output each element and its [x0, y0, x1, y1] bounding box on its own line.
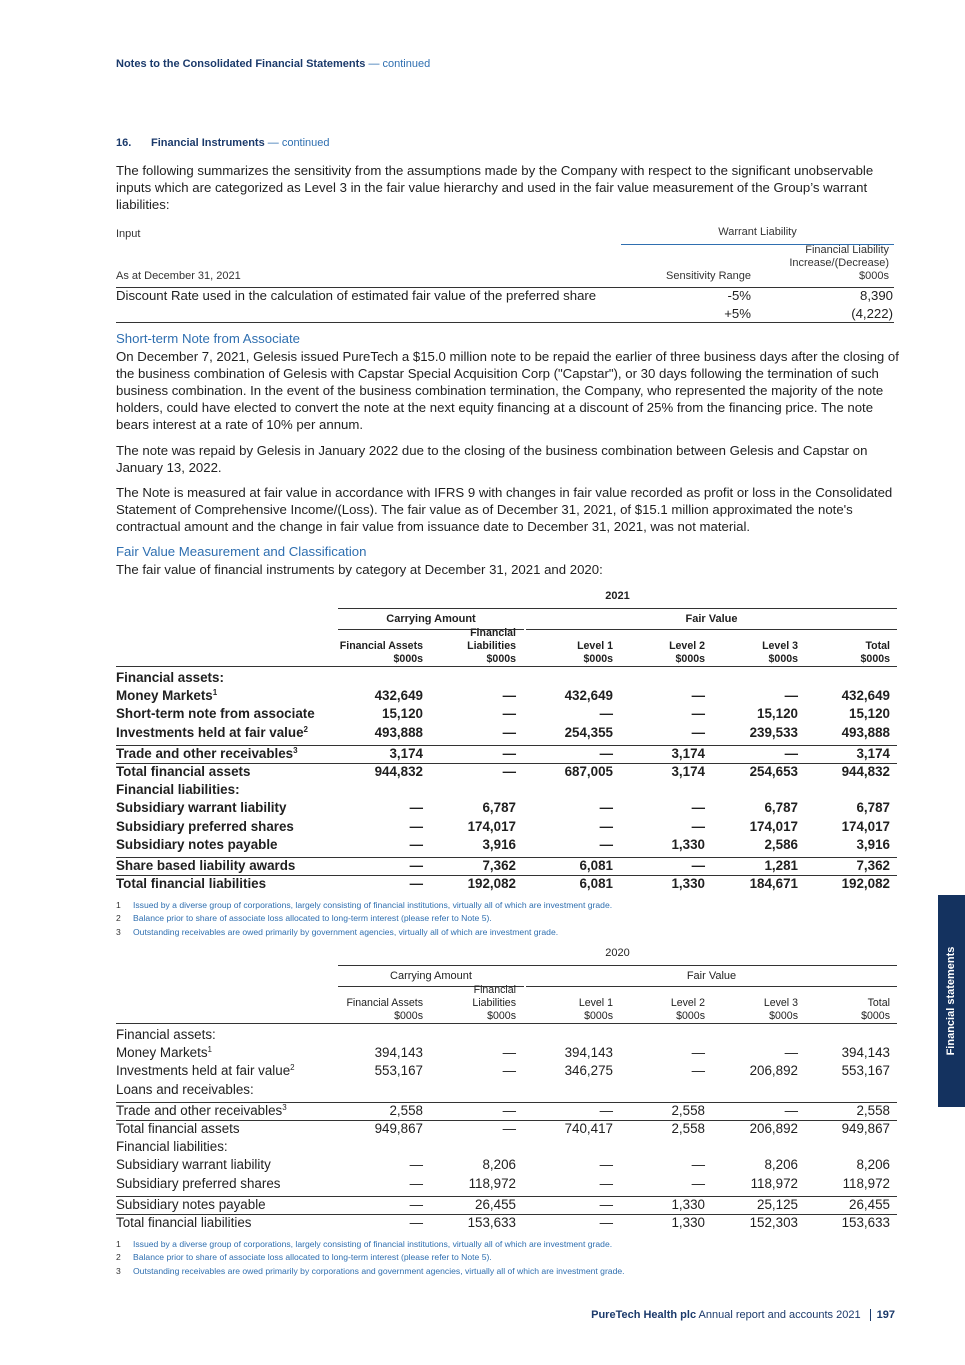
table-cell: 7,362 [856, 858, 890, 873]
table-cell: — [502, 745, 516, 761]
table-cell: 8,206 [764, 1157, 798, 1173]
col-unit: $000s [676, 1010, 705, 1022]
table-cell: — [599, 1196, 613, 1212]
row-label: Total financial assets [116, 1121, 240, 1136]
table-cell: 153,633 [841, 1215, 890, 1230]
col-label: Level 2 [670, 997, 705, 1009]
table-cell: — [599, 800, 613, 816]
col-level-1 [526, 997, 613, 1023]
table-cell: — [599, 1175, 613, 1191]
footnote-2020-3 [116, 1266, 625, 1276]
footnote-number: 2 [116, 913, 121, 923]
row-label [116, 1063, 295, 1078]
row-label: Financial liabilities: [116, 1139, 228, 1155]
section-number: 16. [116, 137, 132, 149]
table-row [116, 1027, 897, 1045]
col-label: Level 3 [763, 997, 798, 1009]
table-cell: 740,417 [564, 1121, 613, 1136]
table-cell: — [599, 745, 613, 761]
table-cell: 206,892 [749, 1121, 798, 1136]
table-cell: 3,916 [856, 836, 890, 852]
table-row [116, 688, 897, 706]
col-label: Financial [470, 627, 516, 639]
table-cell: — [502, 1121, 516, 1136]
row-label-text: Trade and other receivables [116, 1102, 283, 1118]
table-row [116, 1063, 897, 1081]
col-unit: $000s [675, 653, 705, 665]
footer-company: PureTech Health plc [591, 1309, 697, 1321]
table-cell: 6,081 [579, 858, 613, 873]
table-cell: — [691, 706, 705, 722]
table-cell: 949,867 [841, 1121, 890, 1136]
row-label [116, 746, 298, 761]
fair-value-rule [526, 986, 897, 987]
footnote-ref: 2 [290, 1063, 295, 1073]
row-label-text: Money Markets [116, 688, 213, 704]
row-label [116, 1045, 212, 1060]
footnote-ref: 1 [207, 1045, 212, 1055]
col-unit: $000s [583, 653, 613, 665]
footnote-2021-2 [116, 913, 492, 923]
table-cell: 944,832 [841, 764, 890, 779]
table-cell: 206,892 [749, 1063, 798, 1079]
footer-report: Annual report and accounts 2021 [698, 1309, 861, 1321]
table-cell: 15,120 [757, 706, 798, 722]
footnote-2021-1 [116, 900, 612, 910]
col-financial-liabilities [426, 984, 516, 1023]
table-cell: — [784, 745, 798, 761]
sens-input-label: Input [116, 228, 141, 240]
note-paragraph-1: On December 7, 2021, Gelesis issued PureTech a $15.0 million note to be repaid the earlier of three business days after the closing of the business combination of Gelesis with Capstar Special Acquisition Corp ("Capstar"), or 30 days following the termination of such business combination. In the event of the business combination termination, the Company, who represented the majority of the note holders, could have elected to convert the note at the next equity financing at a discount of 25% from the financing price. The note bears interest at a rate of 10% per annum. [116, 349, 899, 432]
carrying-amount-header: Carrying Amount [386, 613, 476, 625]
table-row [116, 1139, 897, 1157]
row-label: Financial assets: [116, 670, 224, 685]
table-cell: 174,017 [749, 818, 798, 834]
sens-liability-header [756, 244, 889, 283]
row-label: Total financial liabilities [116, 876, 267, 892]
side-tab-label: Financial statements [945, 946, 957, 1056]
table-cell: 949,867 [374, 1121, 423, 1136]
table-row [116, 1176, 897, 1194]
sens-fl-line1: Financial Liability [805, 244, 889, 256]
table-cell: — [502, 706, 516, 722]
footnote-2020-1 [116, 1239, 612, 1249]
table-cell: 192,082 [467, 876, 516, 892]
sens-range: -5% [727, 288, 751, 303]
table-cell: 493,888 [841, 724, 890, 740]
section-side-tab[interactable] [938, 895, 965, 1107]
row-label: Subsidiary notes payable [116, 1196, 266, 1212]
footnote-number: 3 [116, 1266, 121, 1276]
table-cell: — [691, 1175, 705, 1191]
table-year: 2020 [605, 947, 630, 959]
header-rule [116, 1023, 897, 1024]
col-financial-assets [316, 997, 423, 1023]
fv-intro: The fair value of financial instruments by category at December 31, 2021 and 2020: [116, 562, 603, 577]
year-rule [338, 608, 897, 609]
sens-row-label: Discount Rate used in the calculation of estimated fair value of the preferred share [116, 288, 597, 303]
table-row [116, 1103, 897, 1121]
row-label-text: Trade and other receivables [116, 745, 294, 761]
col-unit: $000s [487, 1010, 516, 1022]
footnote-ref: 3 [293, 745, 298, 755]
row-label: Subsidiary preferred shares [116, 1175, 281, 1191]
footnote-2021-3 [116, 927, 558, 937]
sens-fl-line3: $000s [859, 270, 889, 282]
footnote-text: Issued by a diverse group of corporations, largely consisting of financial institutions, virtually all of which are investment grade. [133, 900, 613, 910]
table-cell: 6,787 [482, 800, 516, 816]
section-heading [116, 137, 330, 149]
table-cell: 26,455 [849, 1196, 890, 1212]
table-row [116, 746, 897, 764]
table-row [116, 1045, 897, 1063]
table-cell: 687,005 [564, 764, 613, 779]
footnote-text: Balance prior to share of associate loss allocated to long-term interest (please refer to Note 5). [133, 913, 492, 923]
table-cell: 3,916 [482, 836, 516, 852]
table-cell: — [599, 1215, 613, 1230]
table-cell: 15,120 [382, 706, 423, 722]
page-footer [591, 1309, 895, 1321]
sens-range-header: Sensitivity Range [666, 270, 751, 282]
table-cell: 1,330 [671, 876, 705, 892]
table-cell: 239,533 [749, 724, 798, 740]
table-cell: — [691, 800, 705, 816]
row-label [116, 1103, 287, 1118]
table-cell: 254,653 [749, 764, 798, 779]
header-title: Notes to the Consolidated Financial Statements [116, 58, 366, 70]
footnote-text: Issued by a diverse group of corporations, largely consisting of financial institutions, virtually all of which are investment grade. [133, 1239, 613, 1249]
table-cell: 6,787 [856, 800, 890, 816]
col-financial-assets [316, 640, 423, 666]
table-row [116, 858, 897, 876]
table-row [116, 782, 897, 800]
note-heading: Short-term Note from Associate [116, 331, 300, 346]
table-row [116, 1215, 897, 1233]
table-cell: 118,972 [750, 1175, 798, 1191]
table-cell: — [502, 1102, 516, 1118]
table-cell: — [599, 706, 613, 722]
table-year: 2021 [605, 590, 630, 602]
col-level-2 [616, 997, 705, 1023]
table-cell: 3,174 [856, 745, 890, 761]
year-rule [338, 965, 897, 966]
table-cell: 432,649 [564, 688, 613, 704]
table-cell: 8,206 [482, 1157, 516, 1173]
col-unit: $000s [393, 653, 423, 665]
row-label [116, 725, 308, 740]
table-cell: — [784, 1045, 798, 1061]
fair-value-header: Fair Value [685, 613, 738, 625]
header-continued: — continued [368, 58, 431, 70]
row-label: Share based liability awards [116, 858, 296, 873]
table-cell: 2,558 [671, 1102, 705, 1118]
table-cell: 432,649 [841, 688, 890, 704]
row-label: Financial liabilities: [116, 782, 240, 798]
sens-value: (4,222) [851, 306, 893, 321]
col-label: Financial Assets [339, 640, 423, 652]
row-label: Subsidiary warrant liability [116, 1157, 271, 1173]
table-row [116, 1197, 897, 1215]
section-continued: — continued [267, 137, 330, 149]
row-label: Subsidiary warrant liability [116, 800, 287, 816]
col-label: Level 3 [762, 640, 798, 652]
col-unit: $000s [860, 653, 890, 665]
table-cell: 174,017 [841, 818, 890, 834]
table-cell: 174,017 [467, 818, 516, 834]
table-row [116, 819, 897, 837]
table-cell: — [409, 858, 423, 873]
table-cell: — [502, 1063, 516, 1079]
table-cell: — [502, 724, 516, 740]
table-cell: — [691, 818, 705, 834]
footnote-text: Balance prior to share of associate loss allocated to long-term interest (please refer to Note 5). [133, 1252, 492, 1262]
table-cell: — [409, 818, 423, 834]
page-number: 197 [870, 1309, 895, 1321]
fair-value-rule [526, 629, 897, 630]
col-unit: $000s [486, 653, 516, 665]
table-row [116, 800, 897, 818]
row-label: Subsidiary notes payable [116, 836, 278, 852]
table-cell: 493,888 [374, 724, 423, 740]
intro-paragraph: The following summarizes the sensitivity from the assumptions made by the Company with respect to the significant unobservable inputs which are categorized as Level 3 in the fair value hierarchy and used in the fair value measurement of the Group’s warrant liabilities: [116, 163, 874, 212]
table-cell: 2,586 [764, 836, 798, 852]
table-cell: 346,275 [564, 1063, 613, 1079]
table-cell: 192,082 [841, 876, 890, 892]
table-cell: — [691, 1157, 705, 1173]
section-title: Financial Instruments [151, 137, 265, 149]
sens-value: 8,390 [859, 288, 893, 303]
table-cell: 26,455 [475, 1196, 516, 1212]
table-cell: 3,174 [671, 764, 705, 779]
table-cell: — [599, 1102, 613, 1118]
footnote-text: Outstanding receivables are owed primarily by government agencies, virtually all of which are investment grade. [133, 927, 559, 937]
row-label: Total financial assets [116, 764, 251, 779]
footnote-ref: 2 [303, 724, 308, 734]
table-row [116, 706, 897, 724]
row-label: Loans and receivables: [116, 1081, 254, 1097]
table-cell: — [691, 1063, 705, 1079]
table-row [116, 1082, 897, 1100]
col-level-2 [616, 640, 705, 666]
col-label: Total [867, 997, 890, 1009]
sens-bottom-rule [116, 322, 894, 323]
row-label: Total financial liabilities [116, 1215, 252, 1230]
table-cell: 394,143 [564, 1045, 613, 1061]
row-label: Subsidiary preferred shares [116, 818, 294, 834]
table-cell: 2,558 [389, 1102, 423, 1118]
table-cell: 553,167 [374, 1063, 423, 1079]
table-cell: 184,671 [749, 876, 798, 892]
row-label: Short-term note from associate [116, 706, 315, 722]
note-paragraph-2: The note was repaid by Gelesis in January 2022 due to the closing of the business combination between Gelesis and Capstar on January 13, 2022. [116, 443, 868, 475]
table-cell: — [409, 1215, 423, 1230]
col-level-1 [526, 640, 613, 666]
table-cell: — [599, 818, 613, 834]
note-paragraph-3: The Note is measured at fair value in accordance with IFRS 9 with changes in fair value recorded as profit or loss in the Consolidated Statement of Comprehensive Income/(Loss). The fair value as of December 31, 2021, of $15.1 million approximated the note's contractual amount and the change in fair value from issuance date to December 31, 2021, was not material. [116, 485, 893, 534]
col-label: Level 2 [669, 640, 705, 652]
table-cell: 25,125 [757, 1196, 798, 1212]
row-label: Financial assets: [116, 1027, 216, 1042]
table-cell: 394,143 [841, 1045, 890, 1061]
table-cell: — [502, 764, 516, 779]
table-cell: 153,633 [467, 1215, 516, 1230]
row-label-text: Money Markets [116, 1045, 208, 1061]
table-cell: 1,330 [671, 1196, 705, 1212]
table-cell: — [691, 724, 705, 740]
table-cell: 944,832 [374, 764, 423, 779]
footnote-number: 2 [116, 1252, 121, 1262]
table-cell: — [409, 800, 423, 816]
col-unit: $000s [584, 1010, 613, 1022]
table-cell: — [691, 688, 705, 704]
table-cell: — [409, 836, 423, 852]
table-row [116, 1121, 897, 1139]
table-row [116, 670, 897, 688]
footnote-2020-2 [116, 1252, 492, 1262]
table-cell: — [502, 688, 516, 704]
col-financial-liabilities [426, 627, 516, 666]
table-cell: 8,206 [856, 1157, 890, 1173]
table-cell: — [409, 876, 423, 892]
col-label: Liabilities [472, 997, 516, 1009]
row-label [116, 688, 217, 703]
col-unit: $000s [861, 1010, 890, 1022]
table-cell: 432,649 [374, 688, 423, 704]
table-row [116, 725, 897, 743]
carrying-amount-header: Carrying Amount [390, 970, 472, 982]
table-cell: 1,330 [671, 1215, 705, 1230]
sens-fl-line2: Increase/(Decrease) [789, 257, 889, 269]
table-cell: 15,120 [849, 706, 890, 722]
table-cell: 394,143 [374, 1045, 423, 1061]
table-cell: — [784, 1102, 798, 1118]
col-unit: $000s [768, 653, 798, 665]
col-label: Liabilities [467, 640, 516, 652]
table-row [116, 1157, 897, 1175]
col-label: Financial [473, 984, 516, 996]
col-label: Financial Assets [346, 997, 423, 1009]
table-cell: — [502, 1045, 516, 1061]
footnote-number: 3 [116, 927, 121, 937]
table-cell: 553,167 [841, 1063, 890, 1079]
footnote-text: Outstanding receivables are owed primarily by corporations and government agencies, virtually all of which are investment grade. [133, 1266, 625, 1276]
table-cell: 6,081 [579, 876, 613, 892]
table-cell: 152,303 [749, 1215, 798, 1230]
row-label-text: Investments held at fair value [116, 1063, 291, 1079]
footnote-ref: 1 [212, 688, 218, 698]
table-cell: 7,362 [482, 858, 516, 873]
col-level-3 [706, 640, 798, 666]
table-cell: — [599, 836, 613, 852]
row-label-text: Investments held at fair value [116, 724, 304, 740]
table-cell: — [691, 858, 705, 873]
col-label: Level 1 [577, 640, 613, 652]
running-header [116, 58, 430, 70]
sens-as-at: As at December 31, 2021 [116, 270, 241, 282]
sens-warrant-header: Warrant Liability [621, 226, 894, 245]
col-total [806, 640, 890, 666]
table-cell: — [691, 1045, 705, 1061]
table-cell: 3,174 [389, 745, 423, 761]
fv-heading: Fair Value Measurement and Classification [116, 544, 367, 559]
fair-value-header: Fair Value [686, 970, 737, 982]
col-unit: $000s [769, 1010, 798, 1022]
table-cell: 6,787 [764, 800, 798, 816]
table-row [116, 764, 897, 782]
table-cell: — [784, 688, 798, 704]
table-cell: 1,281 [764, 858, 798, 873]
header-rule [116, 666, 897, 667]
table-cell: — [409, 1196, 423, 1212]
footnote-number: 1 [116, 1239, 121, 1249]
table-cell: — [409, 1157, 423, 1173]
col-unit: $000s [394, 1010, 423, 1022]
col-total [806, 997, 890, 1023]
footnote-ref: 3 [282, 1102, 287, 1112]
table-cell: 3,174 [671, 745, 705, 761]
footnote-number: 1 [116, 900, 121, 910]
table-cell: 1,330 [671, 836, 705, 852]
table-cell: — [599, 1157, 613, 1173]
col-level-3 [706, 997, 798, 1023]
col-label: Total [865, 640, 890, 652]
table-cell: 254,355 [564, 724, 613, 740]
table-cell: 2,558 [856, 1102, 890, 1118]
col-label: Level 1 [578, 997, 613, 1009]
table-cell: 118,972 [468, 1175, 516, 1191]
table-cell: 2,558 [671, 1121, 705, 1136]
table-row [116, 837, 897, 855]
table-row [116, 876, 897, 894]
sens-range: +5% [724, 306, 751, 321]
table-cell: 118,972 [842, 1175, 890, 1191]
table-cell: — [409, 1175, 423, 1191]
